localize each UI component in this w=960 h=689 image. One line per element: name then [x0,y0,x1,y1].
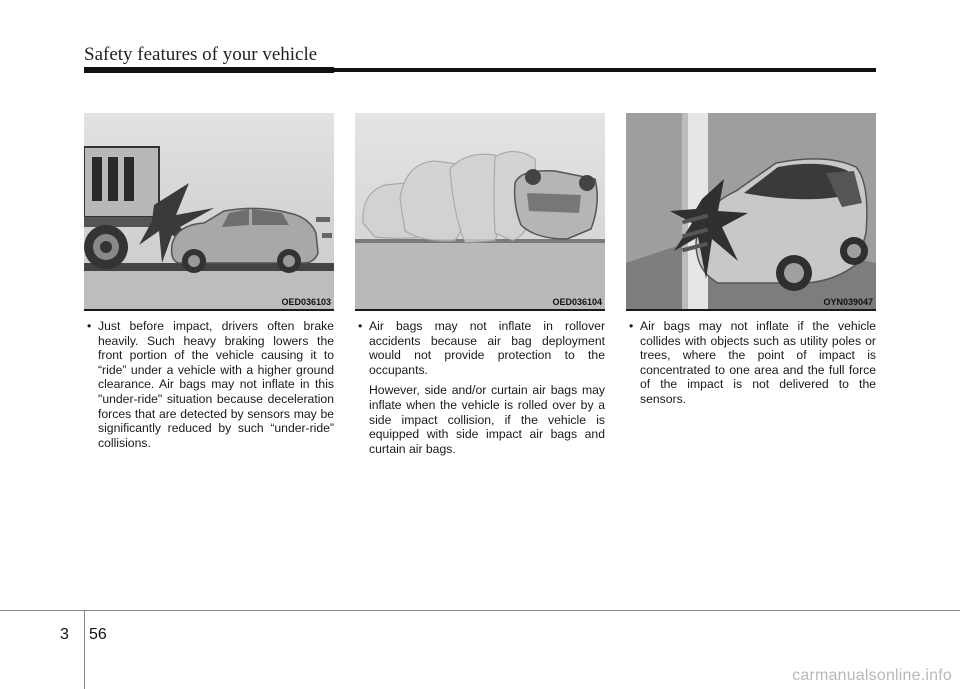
figure-bottom-rule [355,309,605,311]
watermark: carmanualsonline.info [792,667,952,684]
bullet-item [626,319,876,407]
bullet-text: Air bags may not inflate in rollover accidents because air bag deployment would not provide protection to the occupants. [369,319,605,377]
bullet-item [355,319,605,377]
bullet-icon: • [629,319,634,333]
footer-divider [84,610,85,689]
bullet-icon: • [358,319,363,333]
column-pole-impact [626,113,876,407]
column-under-ride [84,113,334,450]
column-rollover [355,113,605,456]
figure-under-ride-collision [84,113,334,309]
bullet-item [84,319,334,450]
header-rule [84,68,876,72]
figure-pole-impact [626,113,876,309]
column-text [355,319,605,456]
figure-code: OYN039047 [823,297,873,307]
figure-code: OED036104 [552,297,602,307]
page-number: 56 [89,626,107,643]
page-header-title: Safety features of your vehicle [84,44,318,65]
bullet-text: Just before impact, drivers often brake heavily. Such heavy braking lowers the front portion of the vehicle causing it to “ride” under a vehicle with a higher ground clearance. Air bags may not inflate in this "under-ride" situation because deceleration forces that are detected by sensors may be significantly reduced by such “under-ride” collisions. [98,319,334,450]
footer-rule [0,610,960,611]
figure-bottom-rule [626,309,876,311]
figure-code: OED036103 [281,297,331,307]
figure-bottom-rule [84,309,334,311]
column-text [626,319,876,407]
paragraph-text: However, side and/or curtain air bags may inflate when the vehicle is rolled over by a side impact collision, if the vehicle is equipped with side impact air bags and curtain air bags. [369,383,605,456]
chapter-number: 3 [60,626,69,643]
figure-rollover [355,113,605,309]
bullet-text: Air bags may not inflate if the vehicle collides with objects such as utility poles or trees, where the point of impact is concentrated to one area and the full force of the impact is not delivered to the sensors. [640,319,876,406]
rollover-illustration [355,113,605,309]
bullet-icon: • [87,319,92,333]
under-ride-illustration [84,113,334,309]
pole-impact-illustration [626,113,876,309]
column-text [84,319,334,450]
